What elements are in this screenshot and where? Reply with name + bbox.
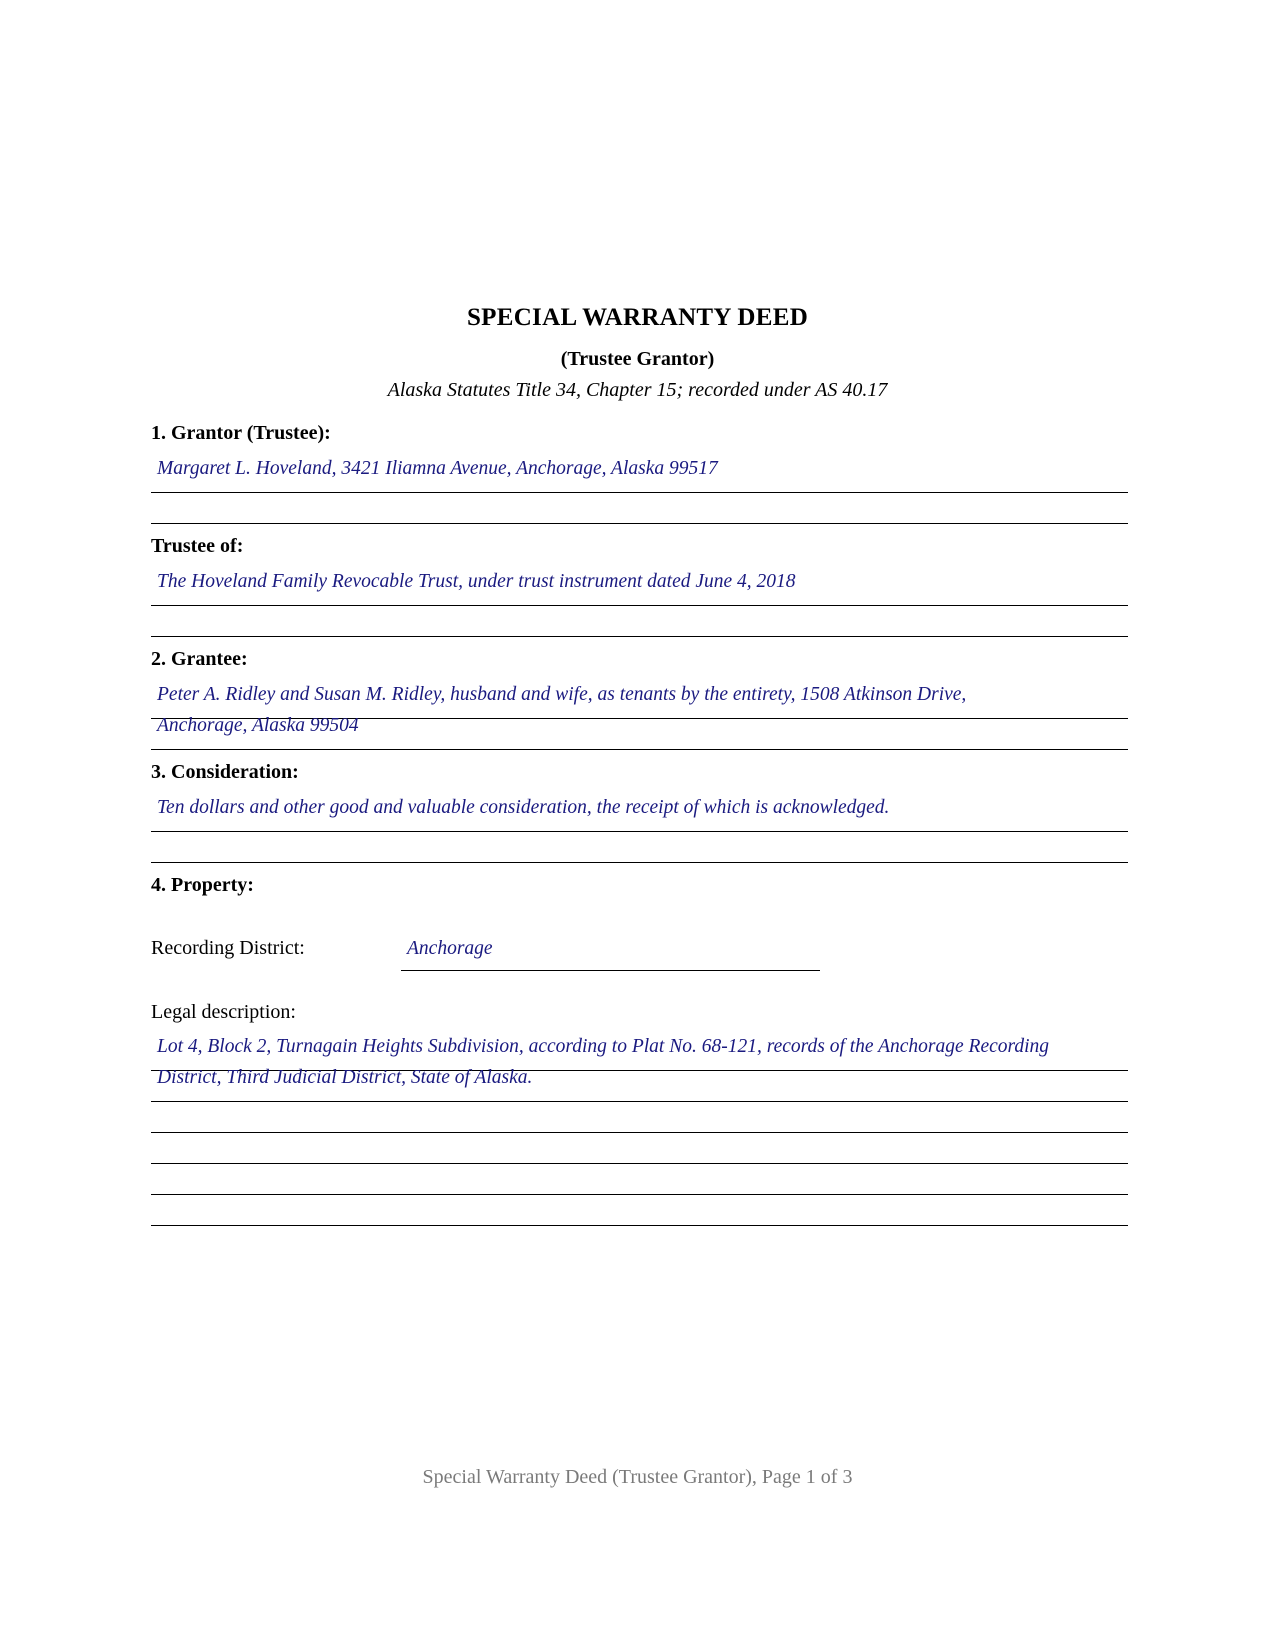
recording-district-label: Recording District: bbox=[151, 937, 305, 959]
property-label: 4. Property: bbox=[151, 874, 254, 896]
trustee-of-line-2 bbox=[151, 636, 1128, 637]
grantee-label: 2. Grantee: bbox=[151, 648, 248, 670]
consideration-line-2 bbox=[151, 862, 1128, 863]
legal-line-2 bbox=[151, 1101, 1128, 1102]
consideration-label: 3. Consideration: bbox=[151, 761, 299, 783]
legal-line-3 bbox=[151, 1132, 1128, 1133]
trustee-of-label: Trustee of: bbox=[151, 535, 244, 557]
legal-description-line-1[interactable]: Lot 4, Block 2, Turnagain Heights Subdivision, according to Plat No. 68-121, records of the Anchorage Recording bbox=[157, 1036, 1050, 1057]
grantor-line-1 bbox=[151, 492, 1128, 493]
consideration-line-1 bbox=[151, 831, 1128, 832]
grantor-label: 1. Grantor (Trustee): bbox=[151, 422, 331, 444]
legal-description-line-2[interactable]: District, Third Judicial District, State of Alaska. bbox=[157, 1067, 533, 1088]
legal-description-label: Legal description: bbox=[151, 1001, 296, 1023]
legal-line-6 bbox=[151, 1225, 1128, 1226]
grantee-value-line-2[interactable]: Anchorage, Alaska 99504 bbox=[157, 715, 359, 736]
grantee-line-2 bbox=[151, 749, 1128, 750]
legal-line-4 bbox=[151, 1163, 1128, 1164]
recording-district-value[interactable]: Anchorage bbox=[407, 938, 493, 959]
consideration-value[interactable]: Ten dollars and other good and valuable consideration, the receipt of which is acknowledged. bbox=[157, 797, 890, 818]
legal-line-5 bbox=[151, 1194, 1128, 1195]
trustee-of-line-1 bbox=[151, 605, 1128, 606]
statute-reference: Alaska Statutes Title 34, Chapter 15; recorded under AS 40.17 bbox=[387, 379, 888, 401]
grantee-value-line-1[interactable]: Peter A. Ridley and Susan M. Ridley, husband and wife, as tenants by the entirety, 1508 Atkinson Drive, bbox=[157, 684, 967, 705]
page-footer: Special Warranty Deed (Trustee Grantor), Page 1 of 3 bbox=[422, 1466, 853, 1488]
grantor-value[interactable]: Margaret L. Hoveland, 3421 Iliamna Avenue, Anchorage, Alaska 99517 bbox=[157, 458, 718, 479]
grantor-line-2 bbox=[151, 523, 1128, 524]
trustee-of-value[interactable]: The Hoveland Family Revocable Trust, under trust instrument dated June 4, 2018 bbox=[157, 571, 796, 592]
recording-district-line bbox=[401, 970, 820, 971]
document-title: SPECIAL WARRANTY DEED bbox=[466, 304, 809, 331]
document-subtitle: (Trustee Grantor) bbox=[560, 348, 715, 370]
